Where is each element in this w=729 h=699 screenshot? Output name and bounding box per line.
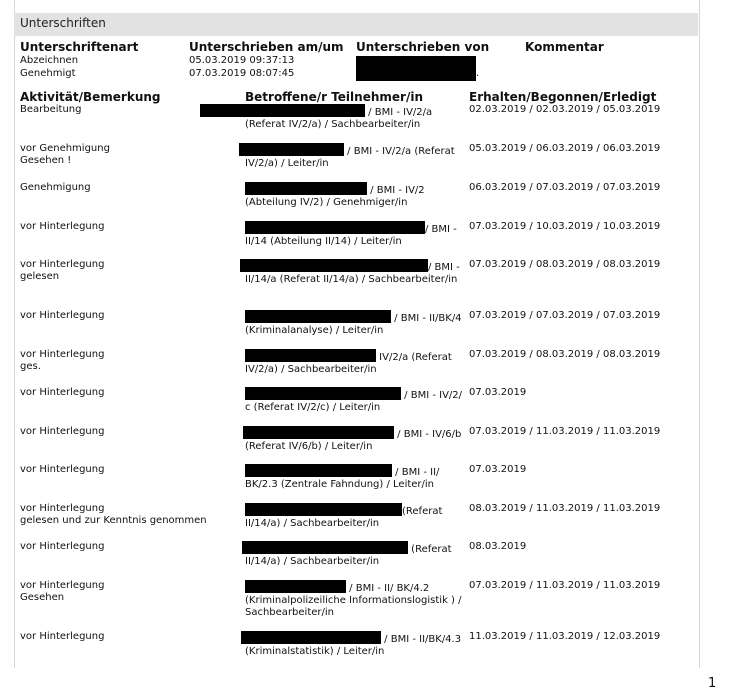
participant-cell [245, 426, 467, 453]
activity-cell: vor Hinterlegung Gesehen [20, 580, 105, 603]
dates-cell: 07.03.2019 [469, 387, 527, 398]
redaction-block [245, 221, 425, 234]
redaction-block [245, 349, 376, 362]
participant-text: IV/2/a (Referat IV/2/a) / Sachbearbeiter/in [245, 352, 452, 375]
activity-cell: vor Hinterlegung [20, 541, 105, 552]
participant-text: / BMI - IV/2 (Abteilung IV/2) / Genehmiger/in [245, 185, 425, 208]
participant-text: (Referat II/14/a) / Sachbearbeiter/in [245, 544, 452, 567]
activity-cell: vor Hinterlegung [20, 387, 105, 398]
dates-cell: 07.03.2019 / 07.03.2019 / 07.03.2019 [469, 310, 661, 321]
participant-text: / BMI - II/BK/4 (Kriminalanalyse) / Leiter/in [245, 313, 462, 336]
sig-datetime: 05.03.2019 09:37:13 [189, 55, 295, 66]
redaction-block [242, 541, 408, 554]
activity-cell: vor Genehmigung Gesehen ! [20, 143, 110, 166]
act-header-participant: Betroffene/r Teilnehmer/in [245, 90, 423, 104]
activity-cell: Bearbeitung [20, 104, 82, 115]
participant-cell [245, 580, 467, 619]
redaction-block [245, 503, 402, 516]
participant-cell [245, 221, 467, 248]
sig-header-datetime: Unterschrieben am/um [189, 40, 344, 54]
dates-cell: 06.03.2019 / 07.03.2019 / 07.03.2019 [469, 182, 661, 193]
activity-cell: vor Hinterlegung ges. [20, 349, 105, 372]
participant-text: / BMI - IV/2/a (Referat IV/2/a) / Sachbearbeiter/in [245, 107, 433, 130]
redaction-block [200, 104, 365, 117]
redaction-block [243, 426, 394, 439]
redaction-block [239, 143, 344, 156]
section-title: Unterschriften [20, 16, 106, 30]
dates-cell: 07.03.2019 [469, 464, 527, 475]
sig-type: Abzeichnen [20, 55, 79, 66]
act-header-dates: Erhalten/Begonnen/Erledigt [469, 90, 657, 104]
participant-text: / BMI - II/BK/4.3 (Kriminalstatistik) / Leiter/in [245, 634, 462, 657]
participant-text: / BMI - IV/6/b (Referat IV/6/b) / Leiter/in [245, 429, 462, 452]
activity-cell: vor Hinterlegung gelesen [20, 259, 105, 282]
participant-cell [245, 387, 467, 414]
participant-text: / BMI - IV/2/ c (Referat IV/2/c) / Leiter/in [245, 390, 463, 413]
sig-header-signer: Unterschrieben von [356, 40, 490, 54]
participant-cell [245, 349, 467, 376]
redaction-block [245, 310, 391, 323]
participant-text: / BMI - II/ BK/2.3 (Zentrale Fahndung) / Leiter/in [245, 467, 440, 490]
dates-cell: 11.03.2019 / 11.03.2019 / 12.03.2019 [469, 631, 661, 642]
activity-cell: vor Hinterlegung [20, 631, 105, 642]
sig-header-type: Unterschriftenart [20, 40, 139, 54]
redaction-block [245, 580, 346, 593]
dates-cell: 08.03.2019 [469, 541, 527, 552]
participant-cell [245, 310, 467, 337]
participant-cell [245, 631, 467, 658]
participant-cell [245, 259, 467, 286]
activity-cell: vor Hinterlegung [20, 426, 105, 437]
participant-cell [245, 104, 467, 131]
page-number: 1 [708, 676, 717, 691]
participant-text: / BMI - II/ BK/4.2 (Kriminalpolizeiliche Informationslogistik ) / Sachbearbeiter/in [245, 583, 462, 618]
sig-type: Genehmigt [20, 68, 76, 79]
activity-cell: vor Hinterlegung gelesen und zur Kenntnis genommen [20, 503, 207, 526]
sig-datetime: 07.03.2019 08:07:45 [189, 68, 295, 79]
redaction-block [245, 182, 367, 195]
participant-cell [245, 541, 467, 568]
participant-text: (Referat II/14/a) / Sachbearbeiter/in [245, 506, 443, 529]
dates-cell: 07.03.2019 / 10.03.2019 / 10.03.2019 [469, 221, 661, 232]
dates-cell: 07.03.2019 / 11.03.2019 / 11.03.2019 [469, 580, 661, 591]
activity-cell: vor Hinterlegung [20, 310, 105, 321]
section-header-bar [14, 13, 698, 36]
dates-cell: 05.03.2019 / 06.03.2019 / 06.03.2019 [469, 143, 661, 154]
activity-cell: vor Hinterlegung [20, 464, 105, 475]
redaction-block [245, 464, 392, 477]
redaction-block [356, 56, 476, 81]
sig-trailing-dot: . [476, 68, 480, 79]
redaction-block [245, 387, 401, 400]
dates-cell: 07.03.2019 / 08.03.2019 / 08.03.2019 [469, 349, 661, 360]
participant-text: / BMI - II/14 (Abteilung II/14) / Leiter/in [245, 224, 457, 247]
dates-cell: 02.03.2019 / 02.03.2019 / 05.03.2019 [469, 104, 661, 115]
sig-header-comment: Kommentar [525, 40, 604, 54]
redaction-block [241, 631, 381, 644]
dates-cell: 08.03.2019 / 11.03.2019 / 11.03.2019 [469, 503, 661, 514]
participant-text: / BMI - IV/2/a (Referat IV/2/a) / Leiter/in [245, 146, 455, 169]
participant-cell [245, 182, 467, 209]
participant-cell [245, 503, 467, 530]
dates-cell: 07.03.2019 / 11.03.2019 / 11.03.2019 [469, 426, 661, 437]
redaction-block [240, 259, 428, 272]
participant-cell [245, 464, 467, 491]
activity-cell: vor Hinterlegung [20, 221, 105, 232]
participant-cell [245, 143, 467, 170]
participant-text: / BMI - II/14/a (Referat II/14/a) / Sachbearbeiter/in [245, 262, 460, 285]
activity-cell: Genehmigung [20, 182, 91, 193]
dates-cell: 07.03.2019 / 08.03.2019 / 08.03.2019 [469, 259, 661, 270]
act-header-activity: Aktivität/Bemerkung [20, 90, 161, 104]
